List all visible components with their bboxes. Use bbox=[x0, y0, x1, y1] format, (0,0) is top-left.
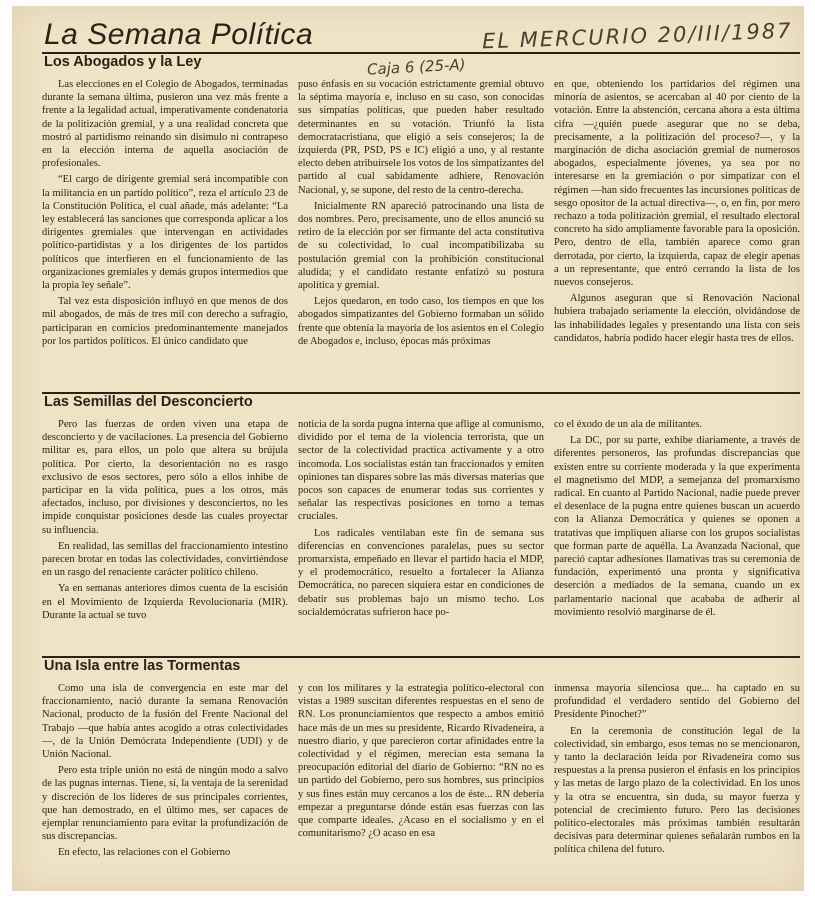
masthead-title: La Semana Política bbox=[44, 18, 314, 51]
article-column bbox=[554, 78, 800, 383]
article-column bbox=[298, 418, 544, 658]
article-column bbox=[42, 682, 288, 887]
paragraph: puso énfasis en su vocación estrictamente gremial obtuvo la séptima mayoría e, incluso en su caso, son conocidas sus simpatías políticas, que pueden haber resultado determinantes en su votación. Triunfó la lista democratacristiana, que eligió a seis consejeros; la de izquierda (PR, PSD, PS e IC) eligió a uno, y al restante electo deben atribuírsele los votos de los simpatizantes del partido al cual sabidamente adhiere, Renovación Nacional, y, se supone, del resto de la centro-derecha. bbox=[298, 79, 544, 196]
section-body bbox=[42, 78, 802, 383]
paragraph: En efecto, las relaciones con el Gobierno bbox=[58, 847, 231, 859]
newspaper-clipping bbox=[12, 6, 804, 891]
paragraph: Pero esta triple unión no está de ningún modo a salvo de las pugnas internas. Tiene, sí, la ventaja de la serenidad y discreción de los líderes de sus principales corrientes, que han demostrado, en el último mes, ser capaces de ejemplar renunciamiento para evitar la profundización de sus discrepancias. bbox=[42, 765, 288, 843]
paragraph: Lejos quedaron, en todo caso, los tiempos en que los abogados simpatizantes del Gobierno formaban un sólido frente que obtenía la mayoría de los asientos en el Colegio de Abogados e, incluso, épocas más próximas bbox=[298, 296, 544, 347]
paragraph: en que, obteniendo los partidarios del régimen una minoría de asientos, se acercaban al 40 por ciento de la votación. Entre la abstención, cercana ahora a esta última cifra —¿quién puede asegurar que no se deba, precisamente, a la politización del proceso?—, y la marginación de dicha asociación gremial de numerosos abogados, especialmente jóvenes, ya sea por no interesarse en la gremiación o por simpatizar con el régimen —han sido frecuentes las incursiones políticas de sesgo opositor de la actual directiva—, o, en fin, por mero rechazo a toda politización gremial, el resultado electoral concreto ha sido ampliamente favorable para la oposición. Pero, dentro de ella, también aparece como gran derrotada, por cierto, la izquierda, capaz de elegir apenas a un representante, que entró cerrando la lista de los nuevos consejeros. bbox=[554, 79, 800, 289]
article-column bbox=[42, 78, 288, 383]
paragraph: En la ceremonia de constitución legal de la colectividad, sin embargo, esos temas no se mencionaron, y tanto la declaración leída por Rivadeneira como sus respuestas a la prensa pusieron el énfasis en los principios y las metas de largo plazo de la colectividad. En los unos y la otra se encuentra, sin duda, su mayor fuerza y potencial de crecimiento futuro. Pero las decisiones político-electorales más próximas también resultarán decisivas para determinar quienes señalarán rumbos en la política chilena del futuro. bbox=[554, 725, 800, 856]
paragraph: Ya en semanas anteriores dimos cuenta de la escisión en el Movimiento de Izquierda Revolucionaria (MIR). Durante la actual se tuvo bbox=[42, 583, 288, 621]
paragraph: noticia de la sorda pugna interna que aflige al comunismo, dividido por el tema de la violencia terrorista, que un sector de la colectividad practica activamente y a otro incomoda. Los socialistas están tan fraccionados y emiten opiniones tan dispares sobre las más diversas materias que pocos son capaces de enumerar todas sus corrientes y señalar las respectivas posiciones en torno a temas cruciales. bbox=[298, 419, 544, 523]
section-heading: Los Abogados y la Ley bbox=[44, 54, 202, 70]
article-column bbox=[554, 418, 800, 658]
section-heading: Las Semillas del Desconcierto bbox=[44, 394, 253, 410]
article-column bbox=[554, 682, 800, 887]
paragraph: y con los militares y la estrategia político-electoral con vistas a 1989 suscitan diferentes respuestas en el seno de RN. Los pronunciamientos que respecto a ambos emitió hace más de un mes su presidente, Ricardo Rivadeneira, a nuestro diario, y que parecieron cortar afinidades entre la colectividad y el régimen, merecían esta semana la preocupación editorial del diario de Gobierno: “RN no es un partido del Gobierno, pero sus hombres, sus principios y sus fines están muy cercanos a los de éste... RN debería empezar a preguntarse dónde están esas fuerzas con las que comparte ideales. ¿Acaso en el socialismo y en el comunitarismo? ¿O acaso en esa bbox=[298, 683, 544, 840]
paragraph: Como una isla de convergencia en este mar del fraccionamiento, nació durante la semana Renovación Nacional, producto de la fusión del Frente Nacional del Trabajo —que había antes acogido a otras colectividades—, de la Unión Demócrata Independiente (UDI) y de Unión Nacional. bbox=[42, 683, 288, 761]
paragraph: Algunos aseguran que si Renovación Nacional hubiera trabajado seriamente la elección, olvidándose de las inhabilidades legales y presentando una lista con seis candidatos, habría podido hacer elegir hasta tres de ellos. bbox=[554, 293, 800, 344]
handwritten-box-reference: Caja 6 (25-A) bbox=[366, 55, 466, 79]
paragraph: En realidad, las semillas del fraccionamiento intestino parecen brotar en todas las colectividades, convirtiéndose en un rasgo del renaciente carácter político chileno. bbox=[42, 540, 288, 579]
paragraph: Las elecciones en el Colegio de Abogados, terminadas durante la semana última, pusieron una vez más frente a frente a la legalidad actual, imperativamente condenatoria de la politización gremial, y a una realidad concreta que mostró al partidismo reinando sin disimulo ni contrapeso en la elección interna de aquella asociación de profesionales. bbox=[42, 79, 288, 170]
section-body bbox=[42, 418, 802, 658]
section-heading: Una Isla entre las Tormentas bbox=[44, 658, 241, 674]
article-column bbox=[42, 418, 288, 658]
handwritten-source-note: EL MERCURIO 20/III/1987 bbox=[481, 18, 793, 54]
section-body bbox=[42, 682, 802, 887]
paragraph: Tal vez esta disposición influyó en que menos de dos mil abogados, de más de tres mil con derecho a sufragio, participaran en comicios predominantemente manejados por los partidos políticos. El único candidato que bbox=[42, 296, 288, 347]
paragraph: inmensa mayoría silenciosa que... ha captado en su profundidad el verdadero sentido del Gobierno del Presidente Pinochet?” bbox=[554, 683, 800, 721]
paragraph: Inicialmente RN apareció patrocinando una lista de dos nombres. Pero, precisamente, uno de ellos anunció su retiro de la elección por ser firmante del acta constitutiva de su colectividad, lo cual incompatibilizaba su postulación gremial con la prohibición constitucional aludida; y el candidato restante enfatizó su postura apolítica y gremial. bbox=[298, 200, 544, 292]
paragraph: “El cargo de dirigente gremial será incompatible con la militancia en un partido político”, reza el artículo 23 de la Constitución Política, el cual añade, más adelante: “La ley establecerá las sanciones que corresponda aplicar a los dirigentes gremiales que intervengan en actividades político-partidistas y a los dirigentes de los partidos políticos que interfieren en el funcionamiento de las organizaciones gremiales y demás grupos intermedios que la propia ley señale”. bbox=[42, 174, 288, 292]
paragraph: co el éxodo de un ala de militantes. bbox=[554, 419, 703, 430]
paragraph: Pero las fuerzas de orden viven una etapa de desconcierto y de vacilaciones. La presencia del Gobierno militar es, para ellos, un polo que altera su brújula política. Por cierto, la desorientación no es rasgo exclusivo de esos sectores, pero sólo a ellos inhibe de participar en la vida política, pues a los otros, más afectados, incluso, por divisiones y desconciertos, no les impide conquistar posiciones desde las cuales proyectar su influencia. bbox=[42, 419, 288, 536]
article-column bbox=[298, 78, 544, 383]
paragraph: Los radicales ventilaban este fin de semana sus diferencias en convenciones paralelas, pues su sector promarxista, empeñado en llevar el partido hacia el MDP, y el prodemocrático, resuelto a fortalecer la Alianza Democrática, no parecen siquiera estar en condiciones de debatir sus problemas bajo un mismo techo. Los socialdemócratas sufrieron hace po- bbox=[298, 527, 544, 618]
paragraph: La DC, por su parte, exhibe diariamente, a través de diferentes personeros, las profundas discrepancias que existen entre su corriente moderada y la que experimenta el magnetismo del MDP, a semejanza del promarxismo radical. En cuanto al Partido Nacional, nadie puede prever el desenlace de la pugna entre quienes buscan un acuerdo con la Alianza Democrática y quienes se oponen a tratativas que impliquen aliarse con los grupos socialistas que forman parte de aquélla. La Avanzada Nacional, que pareció captar adhesiones llamativas tras su ceremonia de fundación, experimentó una pronta y significativa deserción a mediados de la semana, cuando un ex parlamentario nacional que acababa de adherir al movimiento resolvió marginarse de él. bbox=[554, 435, 800, 618]
article-column bbox=[298, 682, 544, 887]
